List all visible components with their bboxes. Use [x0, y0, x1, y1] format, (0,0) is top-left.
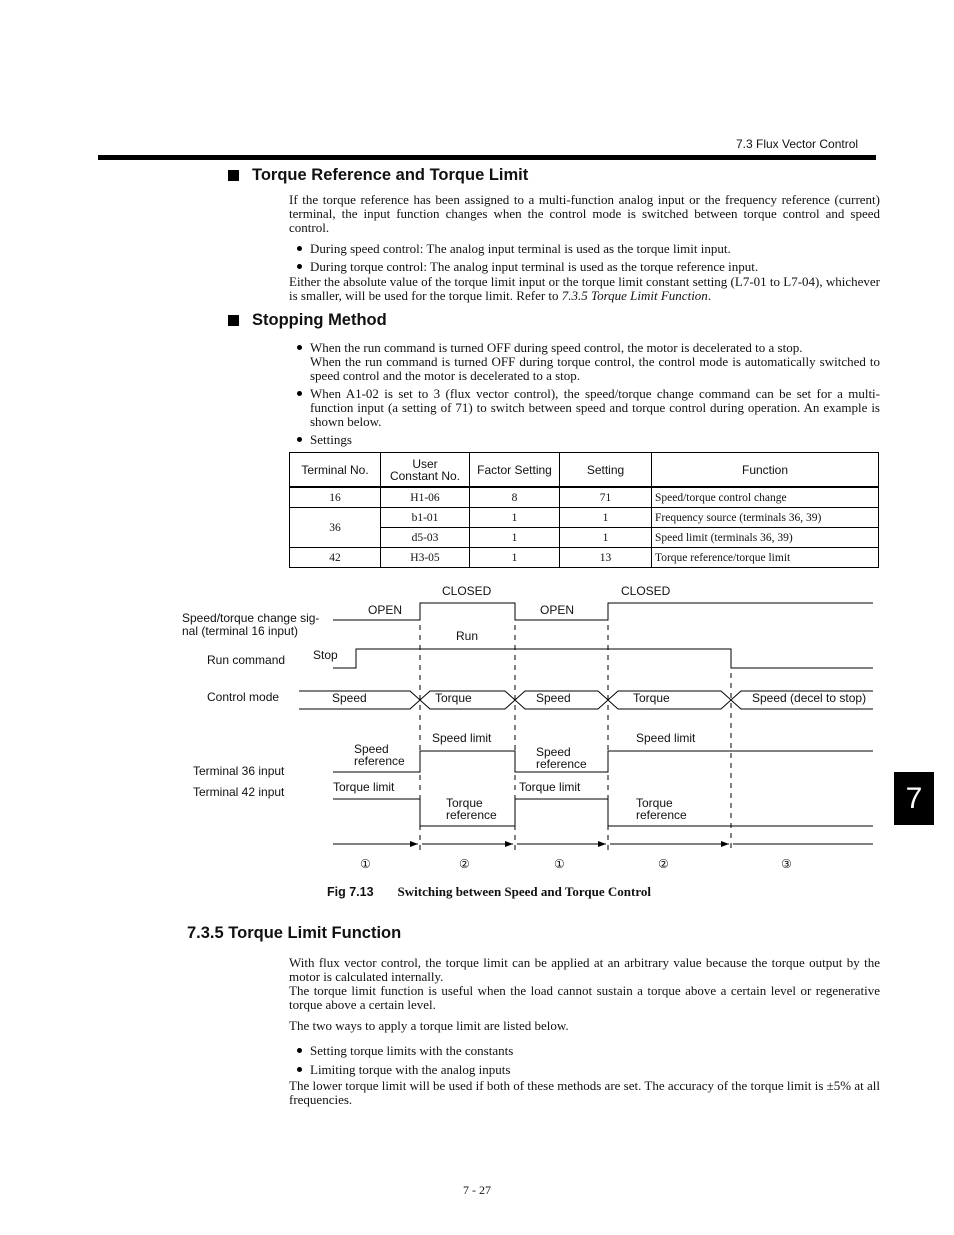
interval-marker: ③: [781, 857, 792, 871]
square-bullet-icon: [228, 315, 239, 326]
cell-constant: d5-03: [381, 528, 470, 548]
cell-function: Speed/torque control change: [652, 487, 879, 508]
figure-caption: [327, 884, 651, 900]
torque-reference-intro: If the torque reference has been assigned to a multi-function analog input or the frequency reference (current) terminal, the input function changes when the control mode is switched between torque control and speed control.: [289, 192, 880, 235]
interval-marker: ①: [554, 857, 565, 871]
bullet-dot-icon: [289, 242, 310, 256]
bullet-dot-icon: [289, 260, 310, 274]
page-number: 7 - 27: [463, 1183, 491, 1197]
torque-limit-note: [289, 275, 880, 303]
settings-table: [289, 452, 879, 568]
mode-label: Speed: [332, 691, 367, 705]
terminal-42-label: Terminal 42 input: [193, 785, 285, 799]
cell-setting: 1: [560, 528, 652, 548]
chapter-tab: 7: [894, 772, 934, 825]
bullet-dot-icon: [289, 1044, 310, 1058]
torque-reference-label: Torque: [636, 796, 673, 810]
closed-label: CLOSED: [621, 584, 671, 598]
interval-marker: ①: [360, 857, 371, 871]
torque-limit-intro: [289, 956, 880, 1012]
header-factor-setting: Factor Setting: [470, 453, 560, 488]
cell-factor: 1: [470, 528, 560, 548]
speed-limit-label: Speed limit: [636, 731, 696, 745]
run-command-label: Run command: [207, 653, 286, 667]
torque-limit-methods-intro: The two ways to apply a torque limit are listed below.: [289, 1018, 569, 1033]
cell-factor: 1: [470, 548, 560, 568]
section-heading-text: Torque Reference and Torque Limit: [252, 166, 529, 184]
table-header-row: [290, 453, 879, 488]
cell-factor: 1: [470, 508, 560, 528]
mode-label: Speed: [536, 691, 571, 705]
header-setting: Setting: [560, 453, 652, 488]
stop-label: Stop: [313, 648, 338, 662]
list-item-line: When the run command is turned OFF during torque control, the control mode is automatically switched to speed control and the motor is decelerated to a stop.: [310, 354, 880, 383]
cross-reference-link[interactable]: 7.3.5 Torque Limit Function: [561, 288, 708, 303]
speed-reference-label: reference: [536, 757, 587, 771]
terminal-36-waveform: [333, 751, 873, 772]
open-label: OPEN: [540, 603, 575, 617]
speed-limit-label: Speed limit: [432, 731, 492, 745]
section-heading-text: Stopping Method: [252, 311, 387, 329]
note-text: Either the absolute value of the torque limit input or the torque limit constant setting (L7-01 to L7-04), whichever is smaller, will be used for the torque limit. Refer to: [289, 274, 880, 303]
signal-label: nal (terminal 16 input): [182, 624, 299, 638]
list-item: [289, 1044, 880, 1058]
list-item-text: Settings: [310, 432, 352, 447]
cell-factor: 8: [470, 487, 560, 508]
cell-constant: H3-05: [381, 548, 470, 568]
torque-limit-accuracy: The lower torque limit will be used if both of these methods are set. The accuracy of the torque limit is ±5% at all frequencies.: [289, 1078, 881, 1107]
cell-constant: H1-06: [381, 487, 470, 508]
header-rule: [98, 155, 876, 160]
speed-reference-label: Speed: [354, 742, 389, 756]
list-item: [289, 433, 880, 447]
torque-limit-label: Torque limit: [519, 780, 581, 794]
running-head: 7.3 Flux Vector Control: [736, 137, 859, 151]
terminal-36-label: Terminal 36 input: [193, 764, 285, 778]
list-item: [289, 242, 880, 256]
bullet-dot-icon: [289, 1063, 310, 1077]
list-item-text: When A1-02 is set to 3 (flux vector control), the speed/torque change command can be set for a multi-function input (a setting of 71) to switch between speed and torque control during operation. An example is shown below.: [310, 386, 880, 429]
list-item-text: [310, 341, 880, 383]
mode-label: Torque: [435, 691, 472, 705]
section-heading-torque-reference: [228, 166, 528, 185]
mode-label: Speed (decel to stop): [752, 691, 867, 705]
subsection-heading: 7.3.5 Torque Limit Function: [187, 924, 402, 942]
cell-function: Speed limit (terminals 36, 39): [652, 528, 879, 548]
bullet-dot-icon: [289, 341, 310, 383]
cell-terminal: 16: [290, 487, 381, 508]
cell-terminal: 36: [290, 508, 381, 548]
note-text-end: .: [707, 288, 712, 303]
terminal-42-waveform: [333, 799, 873, 826]
cell-setting: 1: [560, 508, 652, 528]
header-user-constant: [381, 453, 470, 488]
control-mode-label: Control mode: [207, 690, 280, 704]
run-label: Run: [456, 629, 479, 643]
figure-number: Fig 7.13: [327, 885, 374, 899]
speed-reference-label: Speed: [536, 745, 571, 759]
closed-label: CLOSED: [442, 584, 492, 598]
torque-reference-label: Torque: [446, 796, 483, 810]
cell-function: Frequency source (terminals 36, 39): [652, 508, 879, 528]
header-terminal: Terminal No.: [290, 453, 381, 488]
cell-function: Torque reference/torque limit: [652, 548, 879, 568]
list-item-text: During torque control: The analog input terminal is used as the torque reference input.: [310, 259, 759, 274]
list-item: [289, 341, 880, 383]
table-row: [290, 487, 879, 508]
table-row: [290, 508, 879, 528]
list-item-line: When the run command is turned OFF during speed control, the motor is decelerated to a stop.: [310, 340, 803, 355]
change-signal-waveform: [333, 603, 873, 620]
list-item-text: Limiting torque with the analog inputs: [310, 1062, 511, 1077]
interval-marker: ②: [459, 857, 470, 871]
list-item: [289, 1063, 880, 1077]
run-command-waveform: [333, 649, 873, 668]
table-row: [290, 548, 879, 568]
header-function: Function: [652, 453, 879, 488]
cell-terminal: 42: [290, 548, 381, 568]
bullet-dot-icon: [289, 387, 310, 429]
list-item: [289, 387, 880, 429]
square-bullet-icon: [228, 170, 239, 181]
torque-limit-label: Torque limit: [333, 780, 395, 794]
mode-label: Torque: [633, 691, 670, 705]
cell-setting: 71: [560, 487, 652, 508]
cell-constant: b1-01: [381, 508, 470, 528]
list-item: [289, 260, 880, 274]
header-line: User: [412, 456, 438, 471]
paragraph-line: With flux vector control, the torque limit can be applied at an arbitrary value because the torque output by the motor is calculated internally.: [289, 955, 880, 984]
list-item-text: During speed control: The analog input terminal is used as the torque limit input.: [310, 241, 731, 256]
bullet-dot-icon: [289, 433, 310, 447]
section-heading-stopping-method: [228, 311, 387, 330]
list-item-text: Setting torque limits with the constants: [310, 1043, 514, 1058]
interval-marker: ②: [658, 857, 669, 871]
paragraph-line: The torque limit function is useful when the load cannot sustain a torque above a certain level or regenerative torque above a certain level.: [289, 983, 880, 1012]
torque-reference-label: reference: [446, 808, 497, 822]
speed-reference-label: reference: [354, 754, 405, 768]
figure-title: Switching between Speed and Torque Control: [397, 884, 651, 899]
timing-chart: [0, 570, 954, 880]
signal-label: Speed/torque change sig-: [182, 611, 320, 625]
torque-reference-label: reference: [636, 808, 687, 822]
header-line: Constant No.: [389, 468, 461, 483]
cell-setting: 13: [560, 548, 652, 568]
open-label: OPEN: [368, 603, 403, 617]
